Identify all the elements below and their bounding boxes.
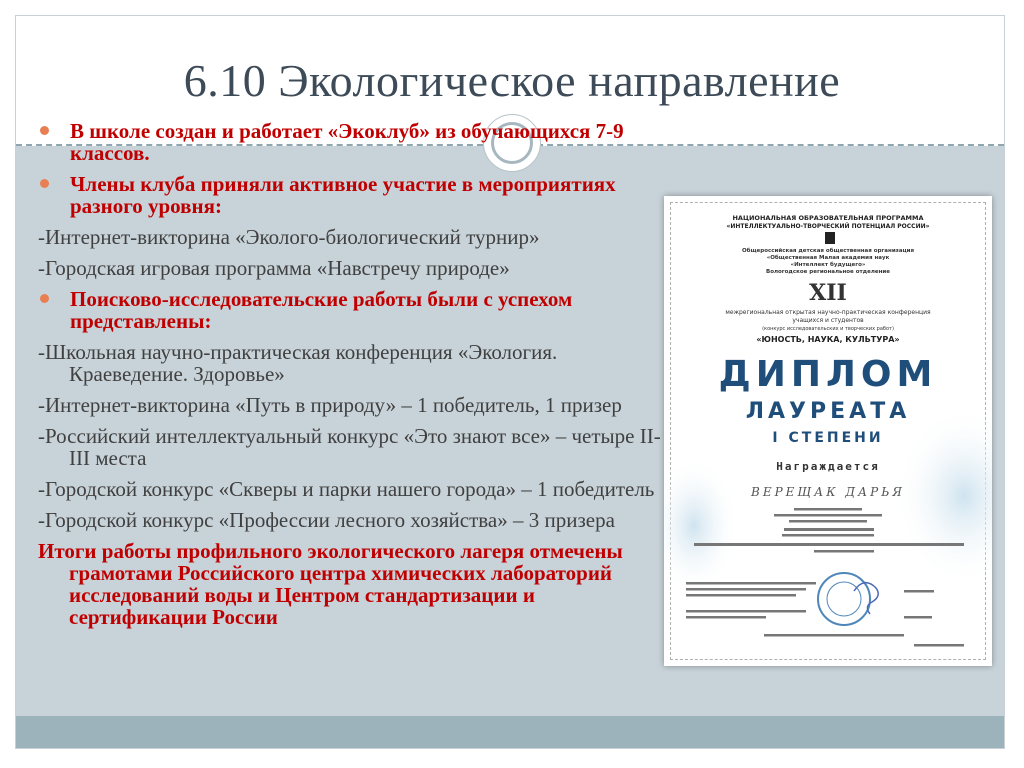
diploma-graphic: [664, 196, 992, 666]
org-line2: «Общественная Малая академия наук: [766, 255, 890, 261]
list-item: -Городская игровая программа «Навстречу природе»: [38, 256, 510, 280]
list-item: -Интернет-викторина «Эколого-биологический турнир»: [38, 225, 540, 249]
list-item-text: В школе создан и работает «Экоклуб» из обучающихся 7-9 классов.: [70, 119, 624, 165]
list-item: -Городской конкурс «Профессии лесного хозяйства» – 3 призера: [38, 508, 615, 532]
list-item: -Интернет-викторина «Путь в природу» – 1 победитель, 1 призер: [38, 393, 622, 417]
page-title: 6.10 Экологическое направление: [183, 55, 841, 106]
diploma-number: XII: [809, 280, 847, 306]
stamp-icon: [827, 582, 861, 616]
list-item: [38, 120, 666, 164]
list-item: -Городской конкурс «Скверы и парки нашего города» – 1 победитель: [38, 477, 655, 501]
diploma-heading: ДИПЛОМ: [718, 354, 938, 395]
conference-name: «ЮНОСТЬ, НАУКА, КУЛЬТУРА»: [756, 335, 900, 344]
diploma-image: [664, 196, 992, 666]
list-item: [38, 173, 666, 217]
list-item-text: Поисково-исследовательские работы были с успехом представлены:: [70, 287, 573, 333]
decor-swirl-icon: [664, 456, 739, 596]
stamp-icon: [818, 573, 870, 625]
list-item: -Российский интеллектуальный конкурс «Это знают все» – четыре II-III места: [38, 424, 661, 470]
emblem-icon: [825, 232, 835, 244]
org-line3: «Интеллект будущего»: [790, 262, 866, 268]
summary-text: Итоги работы профильного экологического лагеря отмечены грамотами Российского центра химических лабораторий исследований воды и Центром стандартизации и сертификации России: [38, 539, 623, 629]
org-line1: Общероссийская детская общественная организация: [741, 248, 915, 254]
bullet-icon: [40, 294, 49, 303]
list-item: -Школьная научно-практическая конференция «Экология. Краеведение. Здоровье»: [38, 340, 558, 386]
conference-line3: (конкурс исследовательских и творческих работ): [762, 326, 894, 332]
content-text: [38, 120, 666, 637]
awarded-label: Награждается: [776, 460, 880, 473]
list-item-text: Члены клуба приняли активное участие в мероприятиях разного уровня:: [70, 172, 616, 218]
decor-swirl-icon: [894, 406, 992, 586]
bullet-icon: [40, 126, 49, 135]
recipient-name: ВЕРЕЩАК ДАРЬЯ: [751, 485, 905, 499]
bullet-icon: [40, 179, 49, 188]
program-line2: «ИНТЕЛЛЕКТУАЛЬНО-ТВОРЧЕСКИЙ ПОТЕНЦИАЛ РОССИИ»: [726, 223, 930, 230]
program-line1: НАЦИОНАЛЬНАЯ ОБРАЗОВАТЕЛЬНАЯ ПРОГРАММА: [732, 214, 924, 222]
list-item: [38, 288, 666, 332]
org-line4: Вологодское региональное отделение: [766, 269, 890, 275]
degree-heading: I СТЕПЕНИ: [772, 430, 884, 446]
conference-line2: учащихся и студентов: [792, 317, 864, 324]
laureate-heading: ЛАУРЕАТА: [745, 399, 911, 424]
conference-line1: межрегиональная открытая научно-практическая конференция: [725, 309, 931, 316]
